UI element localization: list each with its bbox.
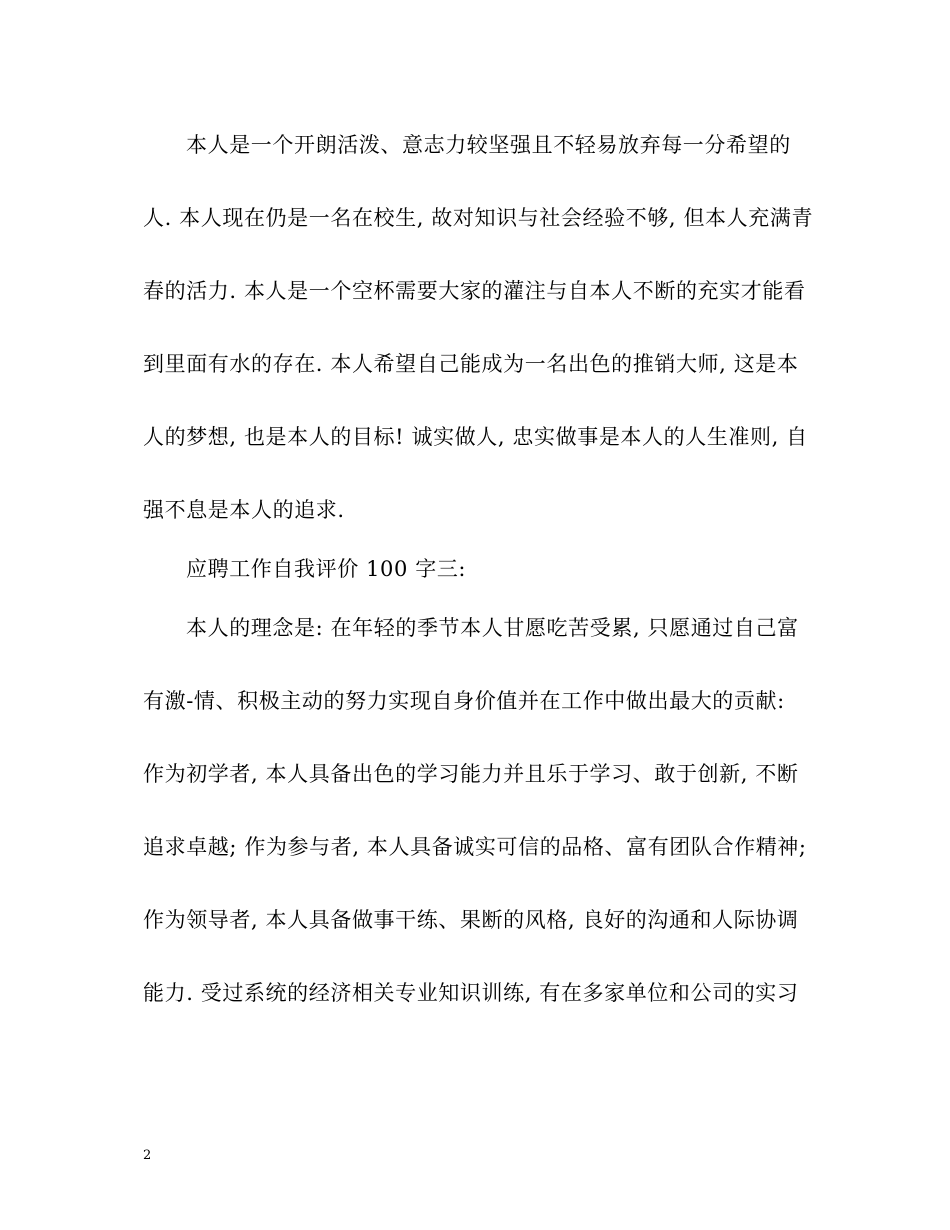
paragraph-line: 能力. 受过系统的经济相关专业知识训练, 有在多家单位和公司的实习 bbox=[143, 981, 799, 1005]
paragraph-line: 作为初学者, 本人具备出色的学习能力并且乐于学习、敢于创新, 不断 bbox=[143, 762, 799, 786]
paragraph-line: 作为领导者, 本人具备做事干练、果断的风格, 良好的沟通和人际协调 bbox=[143, 908, 799, 932]
paragraph-line: 人. 本人现在仍是一名在校生, 故对知识与社会经验不够, 但本人充满青 bbox=[143, 206, 814, 230]
paragraph-line: 春的活力. 本人是一个空杯需要大家的灌注与自本人不断的充实才能看 bbox=[143, 279, 806, 303]
page-number: 2 bbox=[143, 1148, 152, 1163]
section-heading: 应聘工作自我评价 100 字三: bbox=[186, 557, 467, 581]
paragraph-line: 本人的理念是: 在年轻的季节本人甘愿吃苦受累, 只愿通过自己富 bbox=[186, 616, 799, 640]
paragraph-line: 人的梦想, 也是本人的目标! 诚实做人, 忠实做事是本人的人生准则, 自 bbox=[143, 425, 808, 449]
paragraph-line: 追求卓越; 作为参与者, 本人具备诚实可信的品格、富有团队合作精神; bbox=[143, 835, 807, 859]
paragraph-line: 有激-情、积极主动的努力实现自身价值并在工作中做出最大的贡献: bbox=[143, 689, 785, 713]
paragraph-line: 强不息是本人的追求. bbox=[143, 498, 345, 522]
paragraph-line: 本人是一个开朗活泼、意志力较坚强且不轻易放弃每一分希望的 bbox=[186, 133, 791, 157]
paragraph-line: 到里面有水的存在. 本人希望自己能成为一名出色的推销大师, 这是本 bbox=[143, 352, 799, 376]
